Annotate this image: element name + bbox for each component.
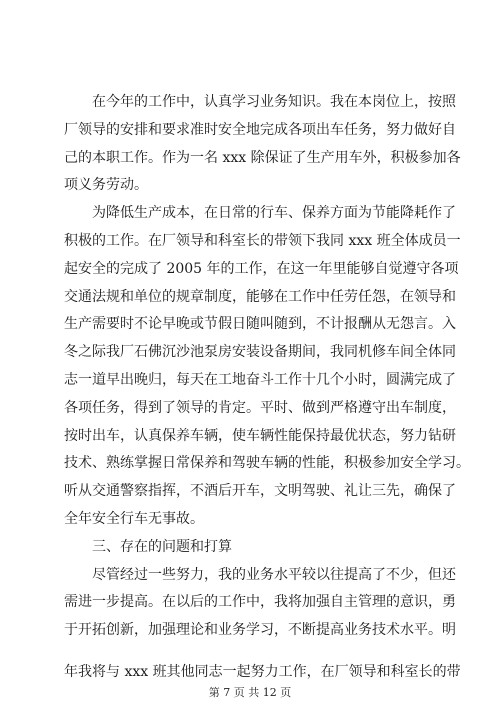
text-line: 按时出车，认真保养车辆，使车辆性能保持最优状态，努力钻研 xyxy=(64,427,456,444)
text-line: 起安全的完成了 2005 年的工作，在这一年里能够自觉遵守各项 xyxy=(64,260,459,277)
text-line: 需进一步提高。在以后的工作中，我将加强自主管理的意识，勇 xyxy=(64,594,456,611)
text-line: 听从交通警察指挥，不酒后开车，文明驾驶、礼让三先，确保了 xyxy=(64,483,456,500)
text-line: 己的本职工作。作为一名 xxx 除保证了生产用车外，积极参加各 xyxy=(64,149,461,166)
text-line: 为降低生产成本，在日常的行车、保养方面为节能降耗作了 xyxy=(92,205,456,222)
text-line: 厂领导的安排和要求准时安全地完成各项出车任务，努力做好自 xyxy=(64,121,456,138)
text-line: 尽管经过一些努力，我的业务水平较以往提高了不少，但还 xyxy=(92,566,456,583)
text-line: 交通法规和单位的规章制度，能够在工作中任劳任怨，在领导和 xyxy=(64,288,456,305)
text-line: 在今年的工作中，认真学习业务知识。我在本岗位上，按照 xyxy=(92,94,456,110)
text-line: 全年安全行车无事故。 xyxy=(64,511,204,527)
text-line: 年我将与 xxx 班其他同志一起努力工作，在厂领导和科室长的带 xyxy=(64,664,461,680)
text-line: 各项任务，得到了领导的肯定。平时、做到严格遵守出车制度， xyxy=(64,399,456,416)
text-line: 生产需要时不论早晚或节假日随叫随到，不计报酬从无怨言。入 xyxy=(64,316,456,333)
text-line: 项义务劳动。 xyxy=(64,177,148,194)
section-heading: 三、存在的问题和打算 xyxy=(92,538,232,555)
text-line: 技术、熟练掌握日常保养和驾驶车辆的性能，积极参加安全学习。 xyxy=(64,455,470,472)
text-line: 于开拓创新，加强理论和业务学习，不断提高业务技术水平。明 xyxy=(64,622,456,639)
text-line: 冬之际我厂石佛沉沙池泵房安装设备期间，我同机修车间全体同 xyxy=(64,344,456,361)
text-line: 积极的工作。在厂领导和科室长的带领下我同 xxx 班全体成员一 xyxy=(64,233,461,249)
page-footer: 第 7 页 共 12 页 xyxy=(208,686,292,699)
text-line: 志一道早出晚归，每天在工地奋斗工作十几个小时，圆满完成了 xyxy=(64,372,456,388)
